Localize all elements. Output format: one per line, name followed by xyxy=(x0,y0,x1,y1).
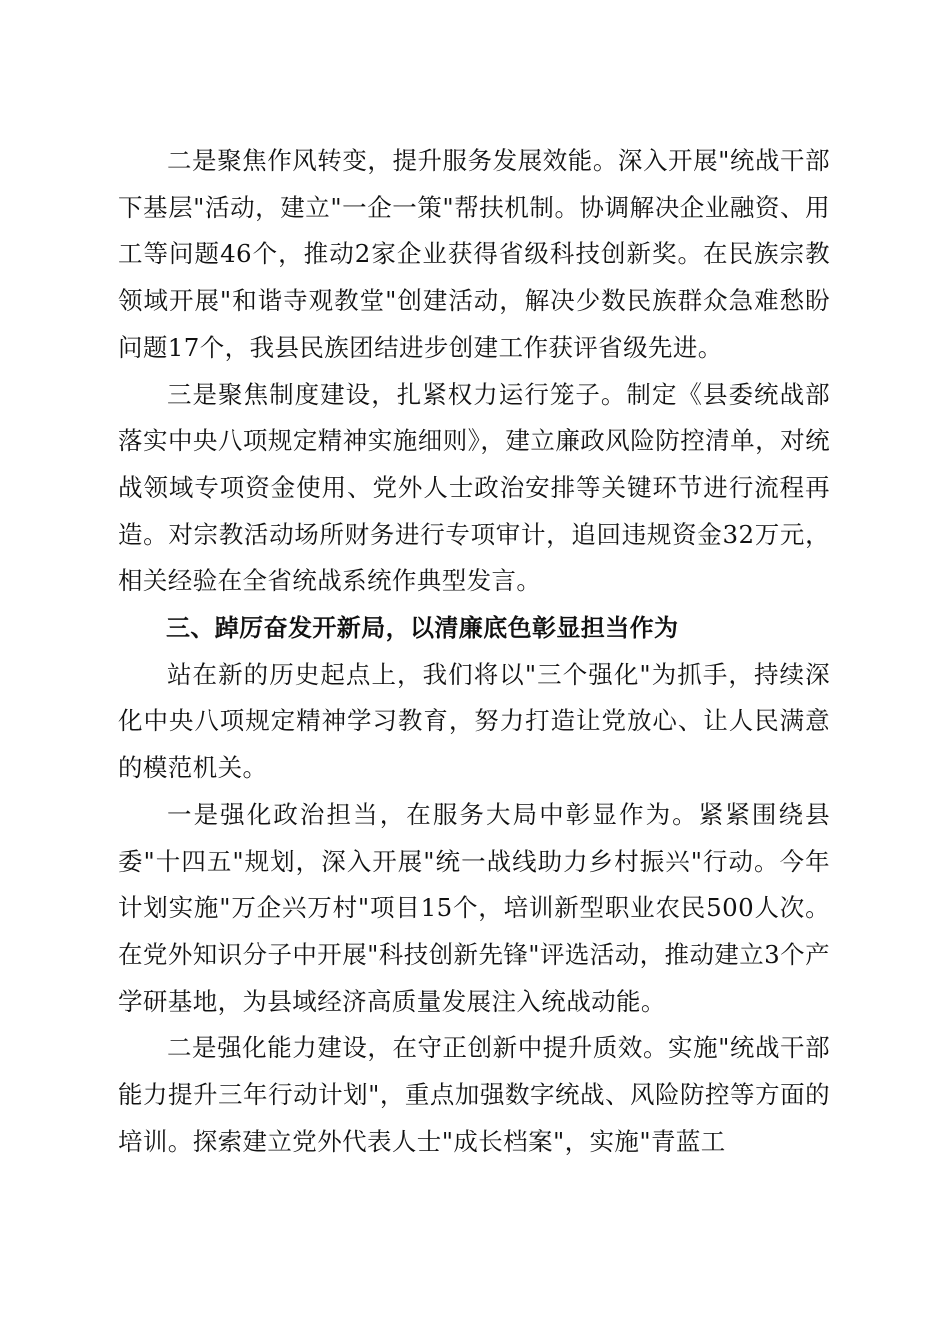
paragraph-capacity-building: 二是强化能力建设，在守正创新中提升质效。实施"统战干部能力提升三年行动计划"，重点加强数字统战、风险防控等方面的培训。探索建立党外代表人士"成长档案"，实施"青蓝工 xyxy=(118,1033,830,1156)
paragraph-style-improvement: 二是聚焦作风转变，提升服务发展效能。深入开展"统战干部下基层"活动，建立"一企一策"帮扶机制。协调解决企业融资、用工等问题46个，推动2家企业获得省级科技创新奖。在民族宗教领域开展"和谐寺观教堂"创建活动，解决少数民族群众急难愁盼问题17个，我县民族团结进步创建工作获评省级先进。 xyxy=(118,146,830,362)
paragraph-section-intro: 站在新的历史起点上，我们将以"三个强化"为抓手，持续深化中央八项规定精神学习教育，努力打造让党放心、让人民满意的模范机关。 xyxy=(118,659,830,783)
paragraph-system-building: 三是聚焦制度建设，扎紧权力运行笼子。制定《县委统战部落实中央八项规定精神实施细则》，建立廉政风险防控清单，对统战领域专项资金使用、党外人士政治安排等关键环节进行流程再造。对宗教活动场所财务进行专项审计，追回违规资金32万元，相关经验在全省统战系统作典型发言。 xyxy=(118,379,830,596)
paragraph-political-responsibility: 一是强化政治担当，在服务大局中彰显作为。紧紧围绕县委"十四五"规划，深入开展"统一战线助力乡村振兴"行动。今年计划实施"万企兴万村"项目15个，培训新型职业农民500人次。在党外知识分子中开展"科技创新先锋"评选活动，推动建立3个产学研基地，为县域经济高质量发展注入统战动能。 xyxy=(118,799,830,1016)
section-heading: 三、踔厉奋发开新局，以清廉底色彰显担当作为 xyxy=(166,614,679,643)
document-body xyxy=(118,138,830,1165)
